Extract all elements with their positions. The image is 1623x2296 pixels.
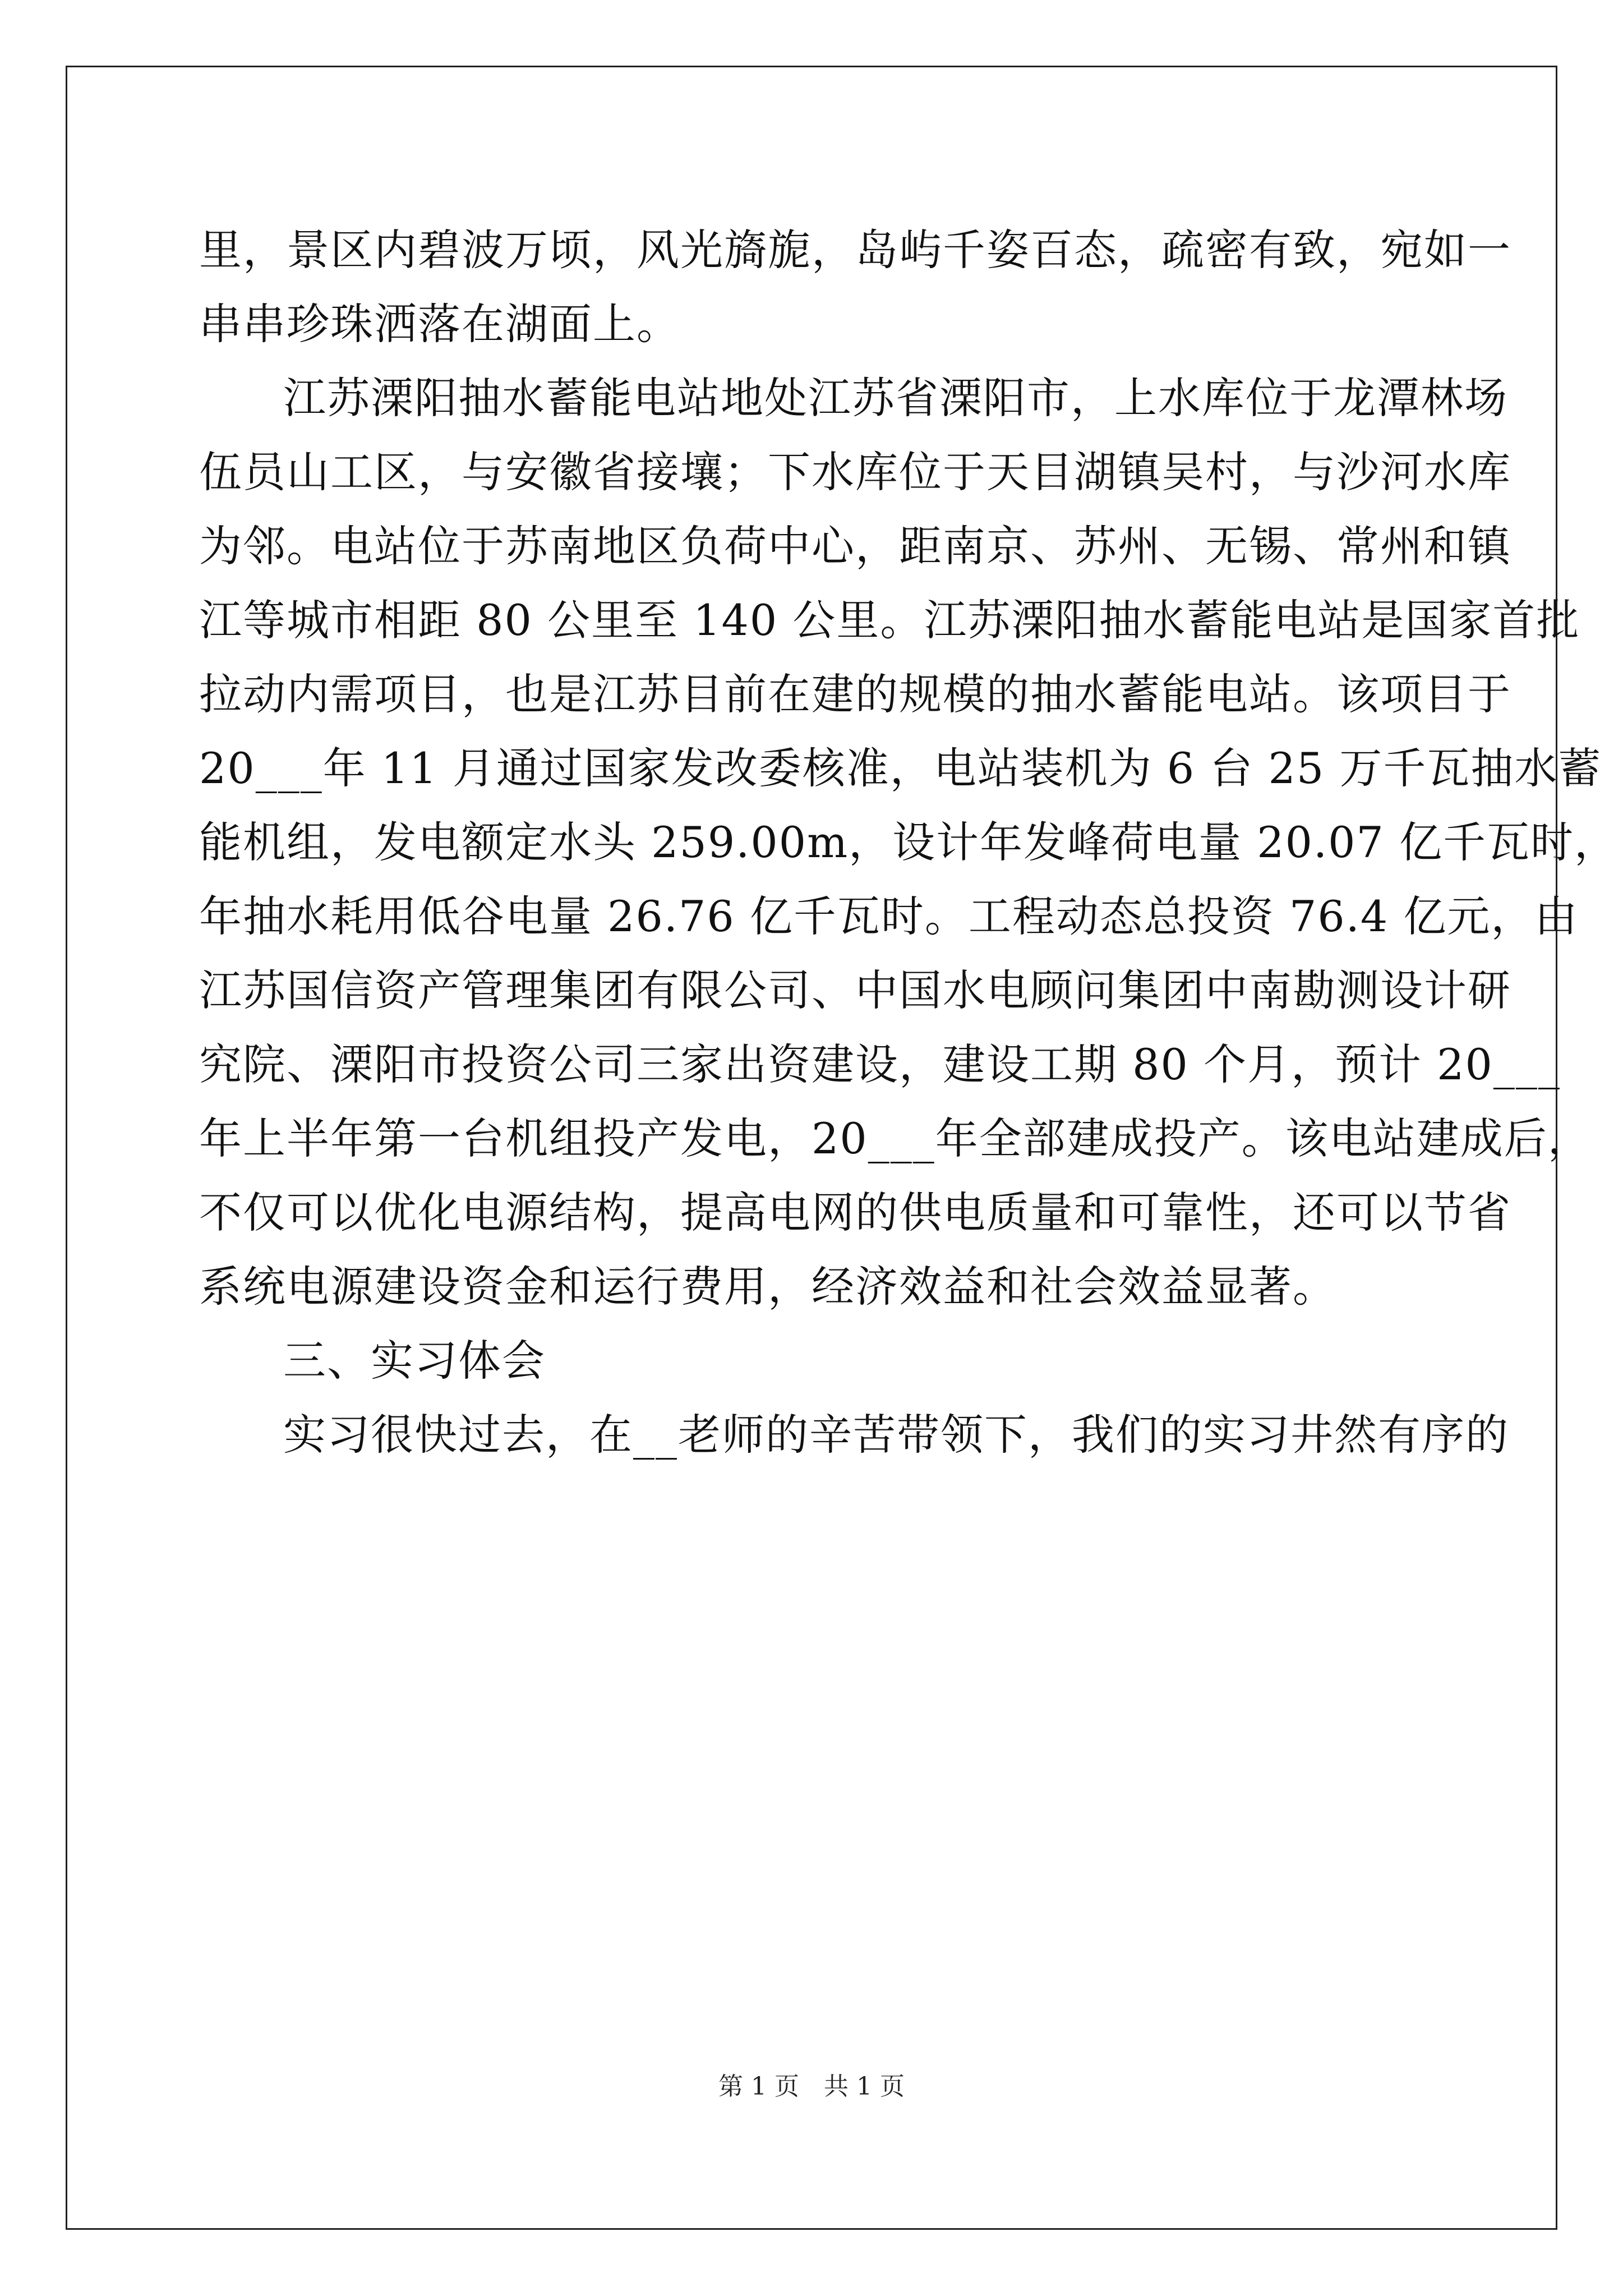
text-line: 伍员山工区，与安徽省接壤；下水库位于天目湖镇吴村，与沙河水库: [199, 447, 1511, 497]
text-line: 不仅可以优化电源结构，提高电网的供电质量和可靠性，还可以节省: [199, 1188, 1511, 1237]
text-line: 拉动内需项目，也是江苏目前在建的规模的抽水蓄能电站。该项目于: [199, 669, 1511, 719]
text-line: 三、实习体会: [283, 1336, 546, 1386]
text-line: 江苏国信资产管理集团有限公司、中国水电顾问集团中南勘测设计研: [199, 965, 1511, 1015]
text-line: 年抽水耗用低谷电量 26.76 亿千瓦时。工程动态总投资 76.4 亿元，由: [199, 891, 1579, 941]
text-line: 系统电源建设资金和运行费用，经济效益和社会效益显著。: [199, 1262, 1336, 1312]
text-line: 江苏溧阳抽水蓄能电站地处江苏省溧阳市，上水库位于龙潭林场: [283, 373, 1508, 423]
document-body: [199, 213, 1619, 1472]
text-line: 里，景区内碧波万顷，风光旖旎，岛屿千姿百态，疏密有致，宛如一: [199, 225, 1511, 275]
text-line: 20___年 11 月通过国家发改委核准，电站装机为 6 台 25 万千瓦抽水蓄: [199, 743, 1602, 793]
text-line: 江等城市相距 80 公里至 140 公里。江苏溧阳抽水蓄能电站是国家首批: [199, 595, 1580, 645]
text-line: 能机组，发电额定水头 259.00m，设计年发峰荷电量 20.07 亿千瓦时，: [199, 817, 1619, 867]
text-line: 为邻。电站位于苏南地区负荷中心，距南京、苏州、无锡、常州和镇: [199, 521, 1511, 571]
text-line: 究院、溧阳市投资公司三家出资建设，建设工期 80 个月，预计 20___: [199, 1039, 1561, 1089]
text-line: 串串珍珠洒落在湖面上。: [199, 299, 680, 349]
text-line: 年上半年第一台机组投产发电，20___年全部建成投产。该电站建成后，: [199, 1114, 1592, 1163]
text-line: 实习很快过去，在__老师的辛苦带领下，我们的实习井然有序的: [283, 1410, 1509, 1460]
page-number-footer: 第 1 页 共 1 页: [718, 2072, 905, 2101]
